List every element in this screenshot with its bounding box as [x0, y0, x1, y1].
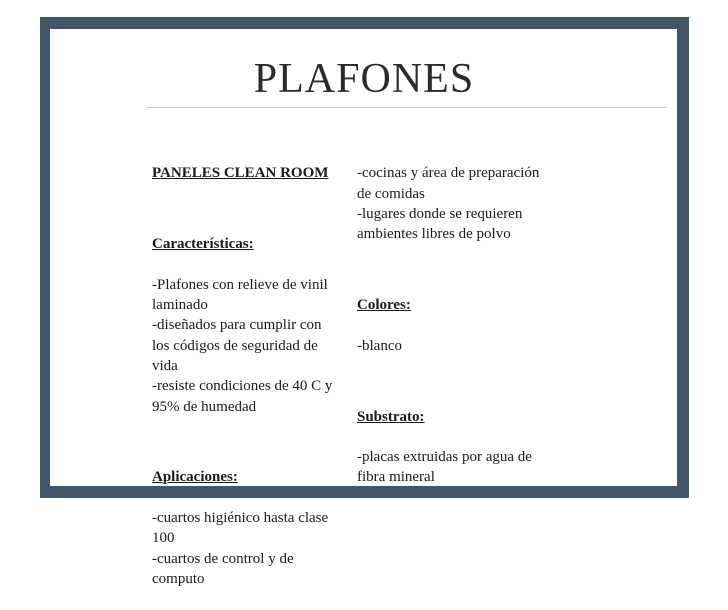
substrato-heading: Substrato: — [357, 408, 425, 425]
substrato-text: -placas extruidas por agua de fibra mineral — [357, 449, 532, 486]
slide-title: PLAFONES — [253, 56, 475, 102]
caracteristicas-heading: Características: — [152, 236, 254, 253]
colores-text: -blanco — [357, 337, 402, 354]
title-divider — [146, 107, 666, 108]
aplicaciones-heading: Aplicaciones: — [152, 469, 238, 486]
aplicaciones-text: -cuartos higiénico hasta clase 100 -cuartos de control y de computo — [152, 510, 329, 587]
left-column — [152, 143, 357, 610]
aplicaciones-continued-text: -cocinas y área de preparación de comidas -lugares donde se requieren ambientes libres de polvo — [357, 165, 540, 243]
right-column — [357, 143, 587, 508]
panel-type-heading: PANELES CLEAN ROOM — [152, 165, 329, 182]
colores-heading: Colores: — [357, 297, 411, 314]
caracteristicas-text: -Plafones con relieve de vinil laminado -diseñados para cumplir con los códigos de seguridad de vida -resiste condiciones de 40 C y 95% de humedad — [152, 276, 333, 415]
